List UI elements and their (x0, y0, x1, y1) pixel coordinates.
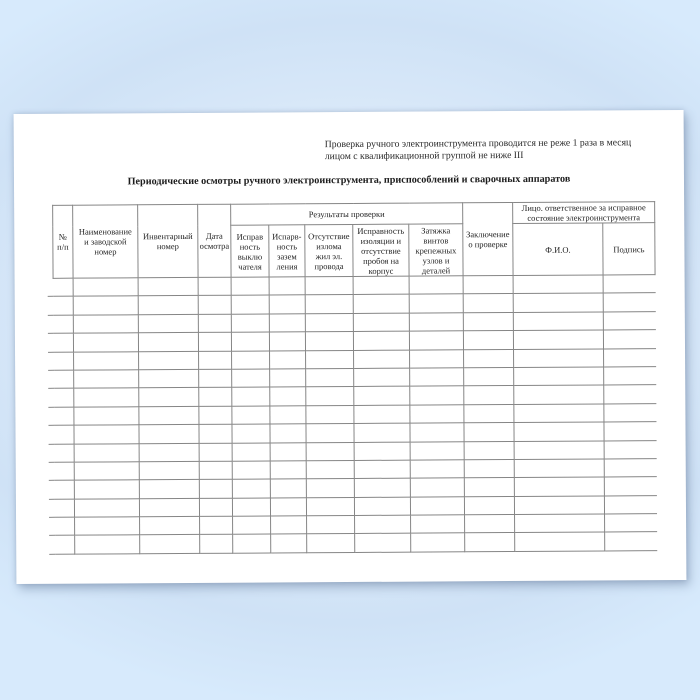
table-cell (604, 440, 656, 459)
table-cell (604, 348, 656, 367)
table-cell (354, 460, 410, 479)
table-cell (410, 368, 464, 387)
table-cell (306, 497, 354, 516)
table-cell (513, 312, 603, 331)
table-cell (305, 313, 353, 332)
table-cell (140, 517, 200, 536)
table-cell (139, 369, 199, 388)
table-cell (514, 440, 604, 459)
table-cell (138, 314, 198, 333)
inspection-table (52, 201, 657, 555)
table-cell (53, 297, 73, 316)
table-cell (53, 278, 73, 297)
table-cell (306, 460, 354, 479)
table-cell (409, 294, 463, 313)
table-cell (604, 403, 656, 422)
table-cell (354, 478, 410, 497)
header-date: Дата осмотра (198, 204, 231, 277)
table-cell (464, 349, 514, 368)
table-cell (604, 385, 656, 404)
table-cell (464, 386, 514, 405)
table-cell (270, 424, 306, 443)
table-cell (199, 388, 232, 407)
table-cell (465, 515, 515, 534)
header-conclusion: Заключение о проверке (463, 203, 513, 276)
table-body (53, 275, 657, 555)
table-cell (306, 405, 354, 424)
table-cell (604, 459, 656, 478)
table-cell (139, 461, 199, 480)
table-cell (74, 498, 139, 517)
table-cell (199, 461, 232, 480)
table-cell (199, 424, 232, 443)
table-cell (353, 331, 409, 350)
table-cell (138, 277, 198, 296)
table-cell (464, 441, 514, 460)
table-cell (354, 442, 410, 461)
table-cell (354, 386, 410, 405)
table-cell (199, 351, 232, 370)
table-cell (514, 477, 604, 496)
table-cell (75, 517, 140, 536)
table-cell (464, 496, 514, 515)
table-cell (73, 333, 138, 352)
table-cell (306, 479, 354, 498)
table-cell (605, 514, 657, 533)
table-cell (199, 406, 232, 425)
table-cell (307, 516, 355, 535)
table-cell (54, 462, 74, 481)
table-cell (75, 535, 140, 554)
table-cell (514, 385, 604, 404)
table-cell (73, 296, 138, 315)
table-cell (410, 386, 464, 405)
table-cell (199, 480, 232, 499)
table-cell (232, 369, 270, 388)
table-cell (464, 478, 514, 497)
table-cell (603, 311, 655, 330)
table-cell (54, 389, 74, 408)
table-cell (604, 367, 656, 386)
table-cell (233, 516, 271, 535)
table-cell (138, 296, 198, 315)
table-cell (231, 314, 269, 333)
table-cell (74, 388, 139, 407)
table-cell (354, 497, 410, 516)
table-cell (410, 460, 464, 479)
table-cell (354, 368, 410, 387)
header-signature: Подпись (603, 223, 655, 275)
table-cell (270, 479, 306, 498)
table-cell (464, 459, 514, 478)
table-cell (514, 349, 604, 368)
table-cell (232, 424, 270, 443)
table-cell (54, 407, 74, 426)
table-cell (55, 536, 75, 555)
table-cell (409, 276, 463, 295)
header-bolt-tightening: Затяжка винтов крепежных узлов и деталей (409, 224, 463, 276)
table-cell (54, 444, 74, 463)
table-cell (411, 533, 465, 552)
table-cell (270, 442, 306, 461)
table-cell (74, 370, 139, 389)
table-cell (603, 330, 655, 349)
table-cell (464, 404, 514, 423)
table-cell (139, 498, 199, 517)
table-cell (198, 314, 231, 333)
table-cell (231, 277, 269, 296)
table-cell (232, 461, 270, 480)
header-name-serial: Наименование и заводской номер (73, 205, 138, 278)
header-group-responsible: Лицо. ответственное за исправное состояние электроинструмента (513, 202, 655, 224)
table-cell (139, 480, 199, 499)
table-cell (603, 275, 655, 294)
header-grounding: Испарв- ность зазем ления (269, 225, 305, 277)
table-cell (603, 293, 655, 312)
table-cell (138, 333, 198, 352)
header-inventory: Инвентарный номер (138, 204, 198, 277)
table-cell (232, 443, 270, 462)
table-cell (513, 275, 603, 294)
table-cell (231, 295, 269, 314)
table-cell (270, 350, 306, 369)
table-cell (463, 276, 513, 295)
table-cell (270, 497, 306, 516)
table-cell (271, 534, 307, 553)
table-cell (409, 331, 463, 350)
table-cell (139, 388, 199, 407)
table-cell (463, 331, 513, 350)
table-cell (199, 498, 232, 517)
table-cell (139, 443, 199, 462)
table-cell (74, 480, 139, 499)
table-cell (354, 350, 410, 369)
table-cell (353, 313, 409, 332)
table-cell (269, 314, 305, 333)
table-cell (410, 405, 464, 424)
table-cell (198, 332, 231, 351)
table-header (53, 202, 655, 279)
table-cell (604, 477, 656, 496)
table-cell (269, 277, 305, 296)
table-cell (270, 387, 306, 406)
header-wire-break: Отсутствие излома жил эл. провода (305, 224, 353, 276)
table-cell (306, 387, 354, 406)
table-cell (514, 422, 604, 441)
table-cell (305, 295, 353, 314)
table-cell (411, 515, 465, 534)
table-cell (200, 535, 233, 554)
table-cell (55, 517, 75, 536)
table-cell (604, 422, 656, 441)
table-cell (232, 479, 270, 498)
table-cell (233, 534, 271, 553)
table-cell (306, 442, 354, 461)
table-cell (269, 295, 305, 314)
table-cell (199, 443, 232, 462)
header-insulation: Исправность изоляции и отсутствие пробоя на корпус (353, 224, 409, 276)
table-cell (410, 478, 464, 497)
table-cell (306, 368, 354, 387)
table-cell (463, 294, 513, 313)
table-cell (515, 514, 605, 533)
table-cell (353, 276, 409, 295)
table-cell (200, 516, 233, 535)
table-cell (410, 423, 464, 442)
table-cell (515, 532, 605, 551)
table-cell (231, 332, 269, 351)
header-group-results: Результаты проверки (231, 203, 463, 225)
inspection-frequency-note (325, 137, 660, 163)
table-cell (74, 351, 139, 370)
table-cell (54, 370, 74, 389)
table-cell (464, 423, 514, 442)
table-cell (270, 406, 306, 425)
table-cell (514, 404, 604, 423)
inspection-table-container (52, 201, 657, 555)
header-group-row (53, 202, 655, 227)
table-cell (306, 424, 354, 443)
table-cell (53, 315, 73, 334)
table-cell (514, 496, 604, 515)
table-cell (353, 295, 409, 314)
table-cell (409, 313, 463, 332)
table-cell (54, 480, 74, 499)
table-cell (270, 461, 306, 480)
note-line-1: Проверка ручного электроинструмента проводится не реже 1 раза в месяц (324, 137, 632, 151)
table-cell (140, 535, 200, 554)
table-cell (355, 534, 411, 553)
table-cell (514, 459, 604, 478)
table-cell (305, 332, 353, 351)
table-cell (513, 330, 603, 349)
table-cell (139, 351, 199, 370)
table-cell (54, 425, 74, 444)
table-cell (54, 352, 74, 371)
table-cell (463, 312, 513, 331)
table-cell (199, 369, 232, 388)
table-cell (232, 406, 270, 425)
table-cell (604, 495, 656, 514)
table-cell (305, 276, 353, 295)
header-fio: Ф.И.О. (513, 223, 603, 276)
header-number: № п/п (53, 205, 73, 278)
table-cell (54, 499, 74, 518)
table-cell (139, 425, 199, 444)
table-cell (74, 407, 139, 426)
table-cell (74, 425, 139, 444)
table-cell (73, 315, 138, 334)
header-switch: Исправ ность выклю чателя (231, 225, 269, 277)
table-cell (198, 296, 231, 315)
table-cell (355, 515, 411, 534)
table-cell (198, 277, 231, 296)
table-cell (410, 441, 464, 460)
table-cell (307, 534, 355, 553)
table-cell (232, 387, 270, 406)
table-cell (464, 367, 514, 386)
table-cell (354, 423, 410, 442)
table-cell (270, 369, 306, 388)
table-cell (410, 496, 464, 515)
table-cell (306, 350, 354, 369)
table-cell (74, 462, 139, 481)
table-cell (271, 516, 307, 535)
table-cell (269, 332, 305, 351)
table-cell (73, 278, 138, 297)
table-cell (605, 532, 657, 551)
table-cell (53, 333, 73, 352)
table-cell (514, 367, 604, 386)
note-line-2: лицом с квалификационной группой не ниже III (324, 149, 524, 163)
table-cell (232, 351, 270, 370)
table-cell (465, 533, 515, 552)
table-cell (139, 406, 199, 425)
table-cell (410, 349, 464, 368)
table-cell (74, 443, 139, 462)
document-sheet (14, 110, 687, 584)
document-title: Периодические осмотры ручного электроинструмента, приспособлений и сварочных аппаратов (127, 173, 571, 188)
table-row (55, 532, 657, 554)
table-cell (513, 293, 603, 312)
table-cell (354, 405, 410, 424)
table-cell (232, 498, 270, 517)
